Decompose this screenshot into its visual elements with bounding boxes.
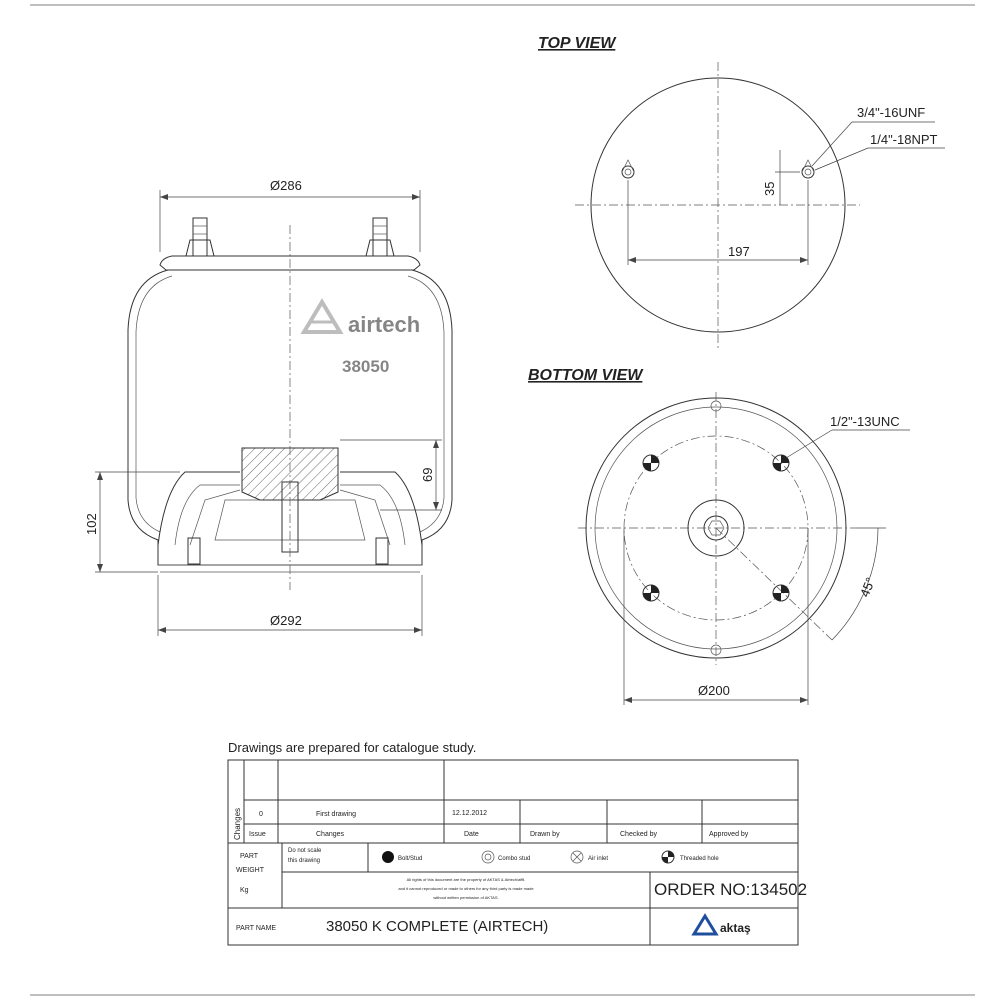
dim-piston [340, 440, 442, 510]
svg-text:102: 102 [84, 513, 99, 535]
air-inlet-icon [571, 851, 583, 863]
company-name: aktaş [720, 921, 751, 935]
bottom-view [528, 367, 910, 705]
side-view [84, 178, 452, 636]
threaded-hole-top-left [643, 455, 659, 471]
weight-unit: Kg [240, 887, 249, 894]
date-value: 12.12.2012 [452, 810, 488, 817]
piston-inner-left [175, 485, 240, 545]
part-code: 38050 [342, 357, 390, 376]
part-weight-label-2: WEIGHT [236, 867, 264, 874]
issue-value: 0 [259, 811, 263, 818]
airtech-logo [304, 302, 420, 376]
top-view [538, 35, 945, 348]
bottom-stud-left [188, 538, 200, 564]
thread-label-2: 1/4"-18NPT [870, 132, 938, 147]
dim-angle [832, 528, 886, 640]
piston-inner-right [340, 485, 405, 545]
dim-top-diameter [160, 178, 420, 252]
col-approved-by: Approved by [709, 831, 749, 838]
dim-height [84, 472, 180, 572]
svg-text:Ø292: Ø292 [270, 613, 302, 628]
scale-note-2: this drawing [288, 858, 321, 864]
port-left [622, 160, 634, 178]
bolt-stud-icon [382, 851, 394, 863]
col-drawn-by: Drawn by [530, 831, 560, 838]
col-checked-by: Checked by [620, 831, 657, 838]
brand-label: airtech [348, 312, 421, 337]
bottom-stud-right [376, 538, 388, 564]
top-stud-left [186, 218, 214, 256]
part-name: 38050 K COMPLETE (AIRTECH) [326, 918, 549, 935]
col-date: Date [464, 831, 479, 838]
title-block [228, 740, 807, 945]
scale-note-1: Do not scale [288, 848, 322, 854]
part-weight-label-1: PART [240, 853, 259, 860]
rights-text-3: without written permission of AKTAS. [433, 895, 499, 900]
threaded-hole-bottom-left [643, 585, 659, 601]
bottom-thread-label: 1/2"-13UNC [830, 414, 900, 429]
col-changes: Changes [316, 831, 345, 838]
svg-text:Ø286: Ø286 [270, 178, 302, 193]
svg-text:Ø200: Ø200 [698, 683, 730, 698]
catalogue-caption: Drawings are prepared for catalogue study. [228, 740, 477, 755]
change-value: First drawing [316, 811, 357, 818]
port-right [802, 160, 814, 178]
thread-leaders [812, 105, 945, 170]
svg-text:45°: 45° [856, 575, 879, 600]
threaded-hole-bottom-right [773, 585, 789, 601]
aktas-logo-icon [694, 916, 716, 934]
part-name-label: PART NAME [236, 925, 277, 932]
airtech-logo-icon [304, 302, 340, 332]
legend-air: Air inlet [588, 856, 609, 862]
svg-text:197: 197 [728, 244, 750, 259]
changes-side-label: Changes [233, 807, 242, 840]
thread-label-1: 3/4"-16UNF [857, 105, 926, 120]
svg-text:69: 69 [420, 467, 435, 482]
svg-text:35: 35 [762, 181, 777, 196]
order-number: ORDER NO:134502 [654, 880, 808, 899]
legend-threaded: Threaded hole [680, 856, 719, 862]
dim-port-offset [762, 150, 800, 205]
aktas-logo [694, 916, 751, 935]
top-view-title: TOP VIEW [538, 35, 616, 52]
col-issue: Issue [249, 831, 266, 838]
threaded-hole-icon [662, 851, 674, 863]
bottom-view-title: BOTTOM VIEW [528, 367, 643, 384]
top-stud-right [366, 218, 394, 256]
legend-bolt: Bolt/Stud [398, 856, 423, 862]
rights-text-1: All rights of this document are the property of AKTAS & Airtech/affil. [406, 877, 526, 882]
combo-stud-icon [482, 851, 494, 863]
legend-combo: Combo stud [498, 856, 531, 862]
rights-text-2: and it cannot reproduced or made to others for any third party is made made [398, 886, 534, 891]
